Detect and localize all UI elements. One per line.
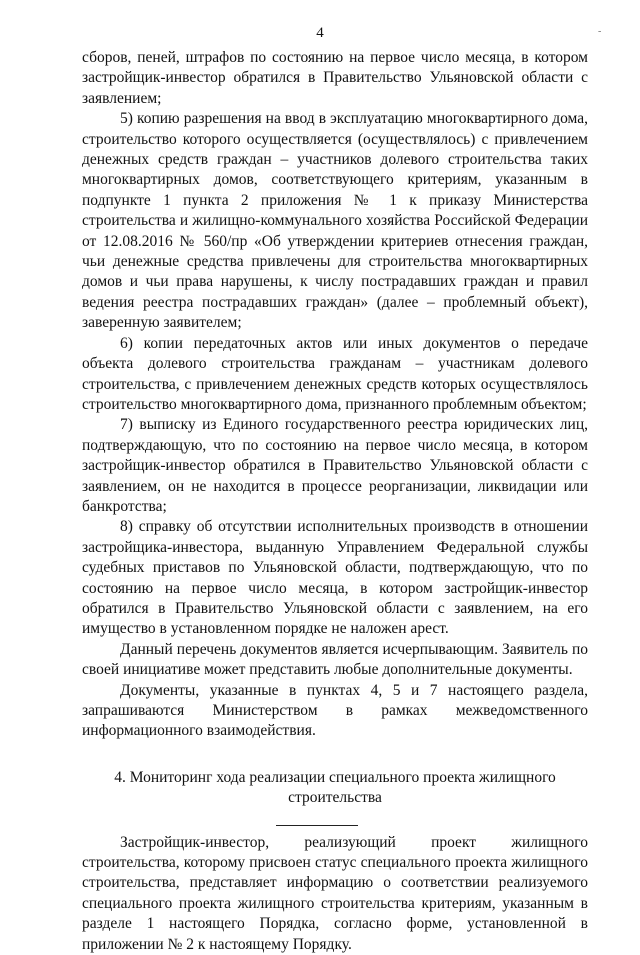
paragraph-item-8: 8) справку об отсутствии исполнительных производств в отношении застройщика-инвестора, выданную Управлением Федеральной службы судебных приставов по Ульяновской области, подтверждающую, что по состоянию на первое число месяца, в котором застройщик-инвестор обратился в Правительство Ульяновской области с заявлением, на его имущество в установленном порядке не наложен арест. [82, 518, 588, 638]
paragraph-item-5: 5) копию разрешения на ввод в эксплуатацию многоквартирного дома, строительство которого осуществляется (осуществлялось) с привлечением денежных средств граждан – участников долевого строительства таких многоквартирных домов, соответствующего критериям, указанным в подпункте 1 пункта 2 приложения № 1 к приказу Министерства строительства и жилищно-коммунального хозяйства Российской Федерации от 12.08.2016 № 560/пр «Об утверждении критериев отнесения граждан, чьи денежные средства привлечены для строительства многоквартирных домов и чьи права нарушены, к числу пострадавших граждан и правил ведения реестра пострадавших граждан» (далее – проблемный объект), заверенную заявителем; [82, 110, 588, 332]
paragraph-exhaustive-list: Данный перечень документов является исчерпывающим. Заявитель по своей инициативе может представить любые дополнительные документы. [82, 640, 588, 679]
section-paragraph: Застройщик-инвестор, реализующий проект жилищного строительства, которому присвоен статус специального проекта жилищного строительства, представляет информацию о соответствии реализуемого специального проекта жилищного строительства критериям, указанным в разделе 1 настоящего Порядка, согласно форме, установленной в приложении № 2 к настоящему Порядку. [82, 833, 588, 953]
document-body [82, 48, 588, 955]
page-number: 4 [316, 25, 324, 41]
corner-mark: - [598, 26, 602, 37]
paragraph-item-7: 7) выписку из Единого государственного реестра юридических лиц, подтверждающую, что по состоянию на первое число месяца, в котором застройщик-инвестор обратился в Правительство Ульяновской области с заявлением, он не находится в процессе реорганизации, ликвидации или банкротства; [82, 416, 588, 515]
section-title: 4. Мониторинг хода реализации специального проекта жилищного строительства [114, 768, 556, 807]
end-divider-line [276, 825, 358, 826]
paragraph-interagency-request: Документы, указанные в пунктах 4, 5 и 7 настоящего раздела, запрашиваются Министерством в рамках межведомственного информационного взаимодействия. [82, 681, 588, 740]
paragraph-continuation: сборов, пеней, штрафов по состоянию на первое число месяца, в котором застройщик-инвестор обратился в Правительство Ульяновской области с заявлением; [82, 49, 588, 107]
paragraph-item-6: 6) копии передаточных актов или иных документов о передаче объекта долевого строительства гражданам – участникам долевого строительства, с привлечением денежных средств которых осуществлялось строительство многоквартирного дома, признанного проблемным объектом; [82, 334, 588, 413]
